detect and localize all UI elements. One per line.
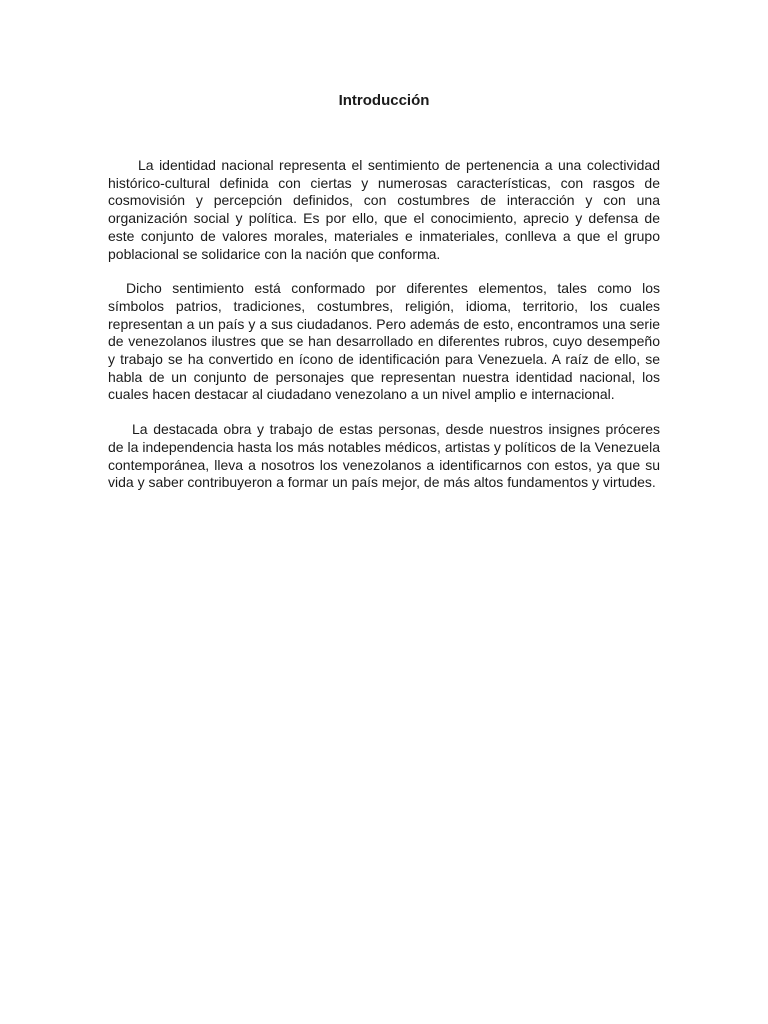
page-title: Introducción xyxy=(338,92,430,109)
paragraph-3: La destacada obra y trabajo de estas personas, desde nuestros insignes próceres de la independencia hasta los más notables médicos, artistas y políticos de la Venezuela contemporánea, lleva a nosotros los venezolanos a identificarnos con estos, ya que su vida y saber contribuyeron a formar un país mejor, de más altos fundamentos y virtudes. xyxy=(108,421,660,491)
document-body xyxy=(108,157,660,509)
paragraph-1: La identidad nacional representa el sentimiento de pertenencia a una colectividad histórico-cultural definida con ciertas y numerosas características, con rasgos de cosmovisión y percepción definidos, con costumbres de interacción y con una organización social y política. Es por ello, que el conocimiento, aprecio y defensa de este conjunto de valores morales, materiales e inmateriales, conlleva a que el grupo poblacional se solidarice con la nación que conforma. xyxy=(108,157,660,262)
paragraph-2: Dicho sentimiento está conformado por diferentes elementos, tales como los símbolos patrios, tradiciones, costumbres, religión, idioma, territorio, los cuales representan a un país y a sus ciudadanos. Pero además de esto, encontramos una serie de venezolanos ilustres que se han desarrollado en diferentes rubros, cuyo desempeño y trabajo se ha convertido en ícono de identificación para Venezuela. A raíz de ello, se habla de un conjunto de personajes que representan nuestra identidad nacional, los cuales hacen destacar al ciudadano venezolano a un nivel amplio e internacional. xyxy=(108,280,660,403)
